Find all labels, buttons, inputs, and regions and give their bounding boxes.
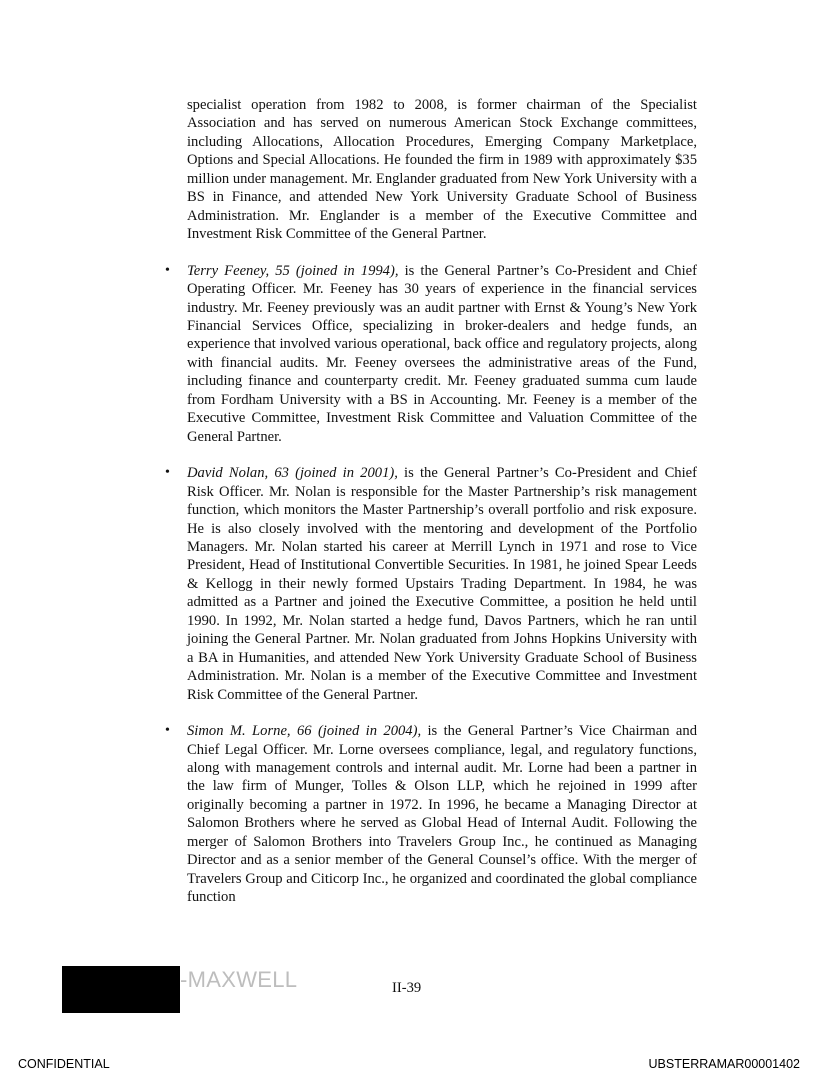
bullet-icon: • (165, 262, 170, 278)
bio-text: is the General Partner’s Vice Chairman and Chief Legal Officer. Mr. Lorne oversees compliance, legal, and regulatory functions, along with management controls and internal audit. Mr. Lorne had been a partner in the law firm of Munger, Tolles & Olson LLP, which he rejoined in 1999 after originally becoming a partner in 1972. In 1996, he became a Managing Director at Salomon Brothers where he served as Global Head of Internal Audit. Following the merger of Salomon Brothers into Travelers Group Inc., he continued as Managing Director and as a senior member of the General Counsel’s office. With the merger of Travelers Group and Citicorp Inc., he organized and coordinated the global compliance function (187, 723, 697, 906)
bullet-icon: • (165, 723, 170, 739)
bio-item-nolan (165, 464, 697, 704)
page-number: II-39 (392, 980, 422, 996)
confidential-label: CONFIDENTIAL (18, 1057, 110, 1071)
bates-number: UBSTERRAMAR00001402 (648, 1057, 800, 1071)
bio-list (165, 262, 697, 907)
bio-name: Terry Feeney, 55 (joined in 1994), (187, 262, 399, 279)
bio-item-lorne (165, 722, 697, 907)
bio-text: is the General Partner’s Co-President and Chief Operating Officer. Mr. Feeney has 30 years of experience in the financial services industry. Mr. Feeney previously was an audit partner with Ernst & Young’s New York Financial Services Office, specializing in broker-dealers and hedge funds, an experience that involved various operational, back office and regulatory projects, along with financial audits. Mr. Feeney oversees the administrative areas of the Fund, including finance and counterparty credit. Mr. Feeney graduated summa cum laude from Fordham University with a BS in Accounting. Mr. Feeney is a member of the Executive Committee, Investment Risk Committee and Valuation Committee of the General Partner. (187, 262, 697, 445)
redaction-box (62, 966, 180, 1013)
bio-item-feeney (165, 262, 697, 447)
bullet-icon: • (165, 465, 170, 481)
footer-mark: -MAXWELL (180, 967, 298, 992)
bio-name: David Nolan, 63 (joined in 2001), (187, 465, 398, 482)
bio-text: is the General Partner’s Co-President and Chief Risk Officer. Mr. Nolan is responsible for the Master Partnership’s risk management function, which monitors the Master Partnership’s overall portfolio and risk exposure. He is also closely involved with the mentoring and development of the Portfolio Managers. Mr. Nolan started his career at Merrill Lynch in 1971 and rose to Vice President, Head of Institutional Convertible Securities. In 1981, he joined Spear Leeds & Kellogg in their newly formed Upstairs Trading Department. In 1984, he was admitted as a Partner and joined the Executive Committee, a position he held until 1990. In 1992, Mr. Nolan started a hedge fund, Davos Partners, which he ran until joining the General Partner. Mr. Nolan graduated from Johns Hopkins University with a BA in Humanities, and attended New York University Graduate School of Business Administration. Mr. Nolan is a member of the Executive Committee and Investment Risk Committee of the General Partner. (187, 465, 697, 703)
continuation-paragraph: specialist operation from 1982 to 2008, is former chairman of the Specialist Association and has served on numerous American Stock Exchange committees, including Allocations, Allocation Procedures, Emerging Company Marketplace, Options and Special Allocations. He founded the firm in 1989 with approximately $35 million under management. Mr. Englander graduated from New York University with a BS in Finance, and attended New York University Graduate School of Business Administration. Mr. Englander is a member of the Executive Committee and Investment Risk Committee of the General Partner. (187, 97, 697, 243)
bio-name: Simon M. Lorne, 66 (joined in 2004), (187, 723, 422, 740)
document-body (165, 96, 697, 907)
